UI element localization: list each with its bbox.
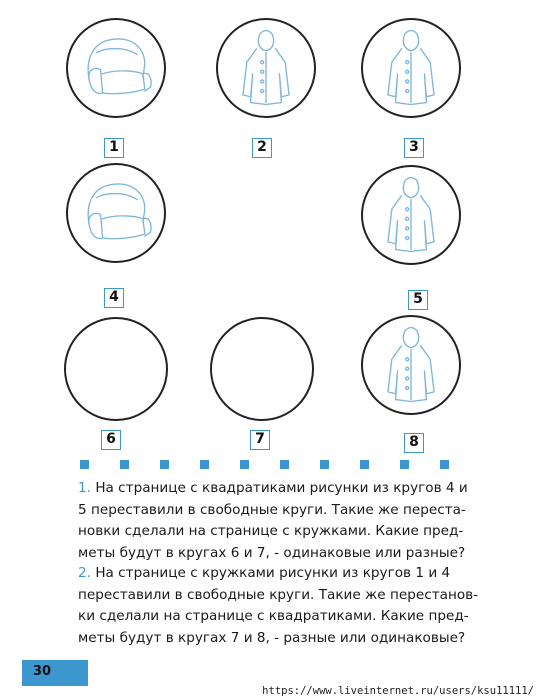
dot	[400, 460, 409, 469]
armchair-icon	[68, 20, 164, 116]
coat-icon	[363, 20, 459, 116]
dot	[320, 460, 329, 469]
dot	[160, 460, 169, 469]
task-2-line-3: ки сделали на странице с квадратиками. Какие пред-	[78, 608, 469, 624]
circle-5	[361, 165, 461, 265]
dot	[440, 460, 449, 469]
circle-label-7: 7	[250, 430, 270, 450]
dot	[240, 460, 249, 469]
circle-label-2: 2	[252, 138, 272, 158]
task-2-line-2: переставили в свободные круги. Такие же перестанов-	[78, 586, 479, 603]
circle-2	[216, 18, 316, 118]
decorative-dots	[80, 460, 480, 472]
armchair-icon	[68, 165, 164, 261]
circle-label-3: 3	[404, 138, 424, 158]
circle-label-1: 1	[104, 138, 124, 158]
source-url: https://www.liveinternet.ru/users/ksu11111/	[262, 685, 534, 697]
task-1-number: 1.	[78, 480, 91, 496]
circle-label-5: 5	[408, 290, 428, 310]
task-1-line-2: 5 переставили в свободные круги. Такие же переста-	[78, 501, 466, 518]
coat-icon	[218, 20, 314, 116]
dot	[200, 460, 209, 469]
task-1-line-3: новки сделали на странице с кружками. Какие пред-	[78, 523, 464, 539]
task-2-line-4: меты будут в кругах 7 и 8, - разные или одинаковые?	[78, 629, 466, 646]
task-2-line-1: На странице с кружками рисунки из кругов 1 и 4	[95, 565, 451, 581]
circle-7	[210, 317, 314, 421]
circle-6	[64, 317, 168, 421]
dot	[280, 460, 289, 469]
coat-icon	[363, 167, 459, 263]
circle-label-4: 4	[104, 288, 124, 308]
coat-icon	[363, 317, 459, 413]
dot	[120, 460, 129, 469]
circle-label-8: 8	[404, 433, 424, 453]
circle-1	[66, 18, 166, 118]
task-2-number: 2.	[78, 565, 91, 581]
task-2	[78, 563, 478, 649]
circle-8	[361, 315, 461, 415]
dot	[80, 460, 89, 469]
circle-3	[361, 18, 461, 118]
circle-4	[66, 163, 166, 263]
task-1-line-1: На странице с квадратиками рисунки из кругов 4 и	[95, 480, 468, 496]
dot	[360, 460, 369, 469]
circle-label-6: 6	[101, 430, 121, 450]
page-number: 30	[33, 664, 52, 679]
task-1	[78, 478, 478, 564]
task-1-line-4: меты будут в кругах 6 и 7, - одинаковые или разные?	[78, 544, 466, 561]
page-number-bar	[22, 660, 88, 686]
